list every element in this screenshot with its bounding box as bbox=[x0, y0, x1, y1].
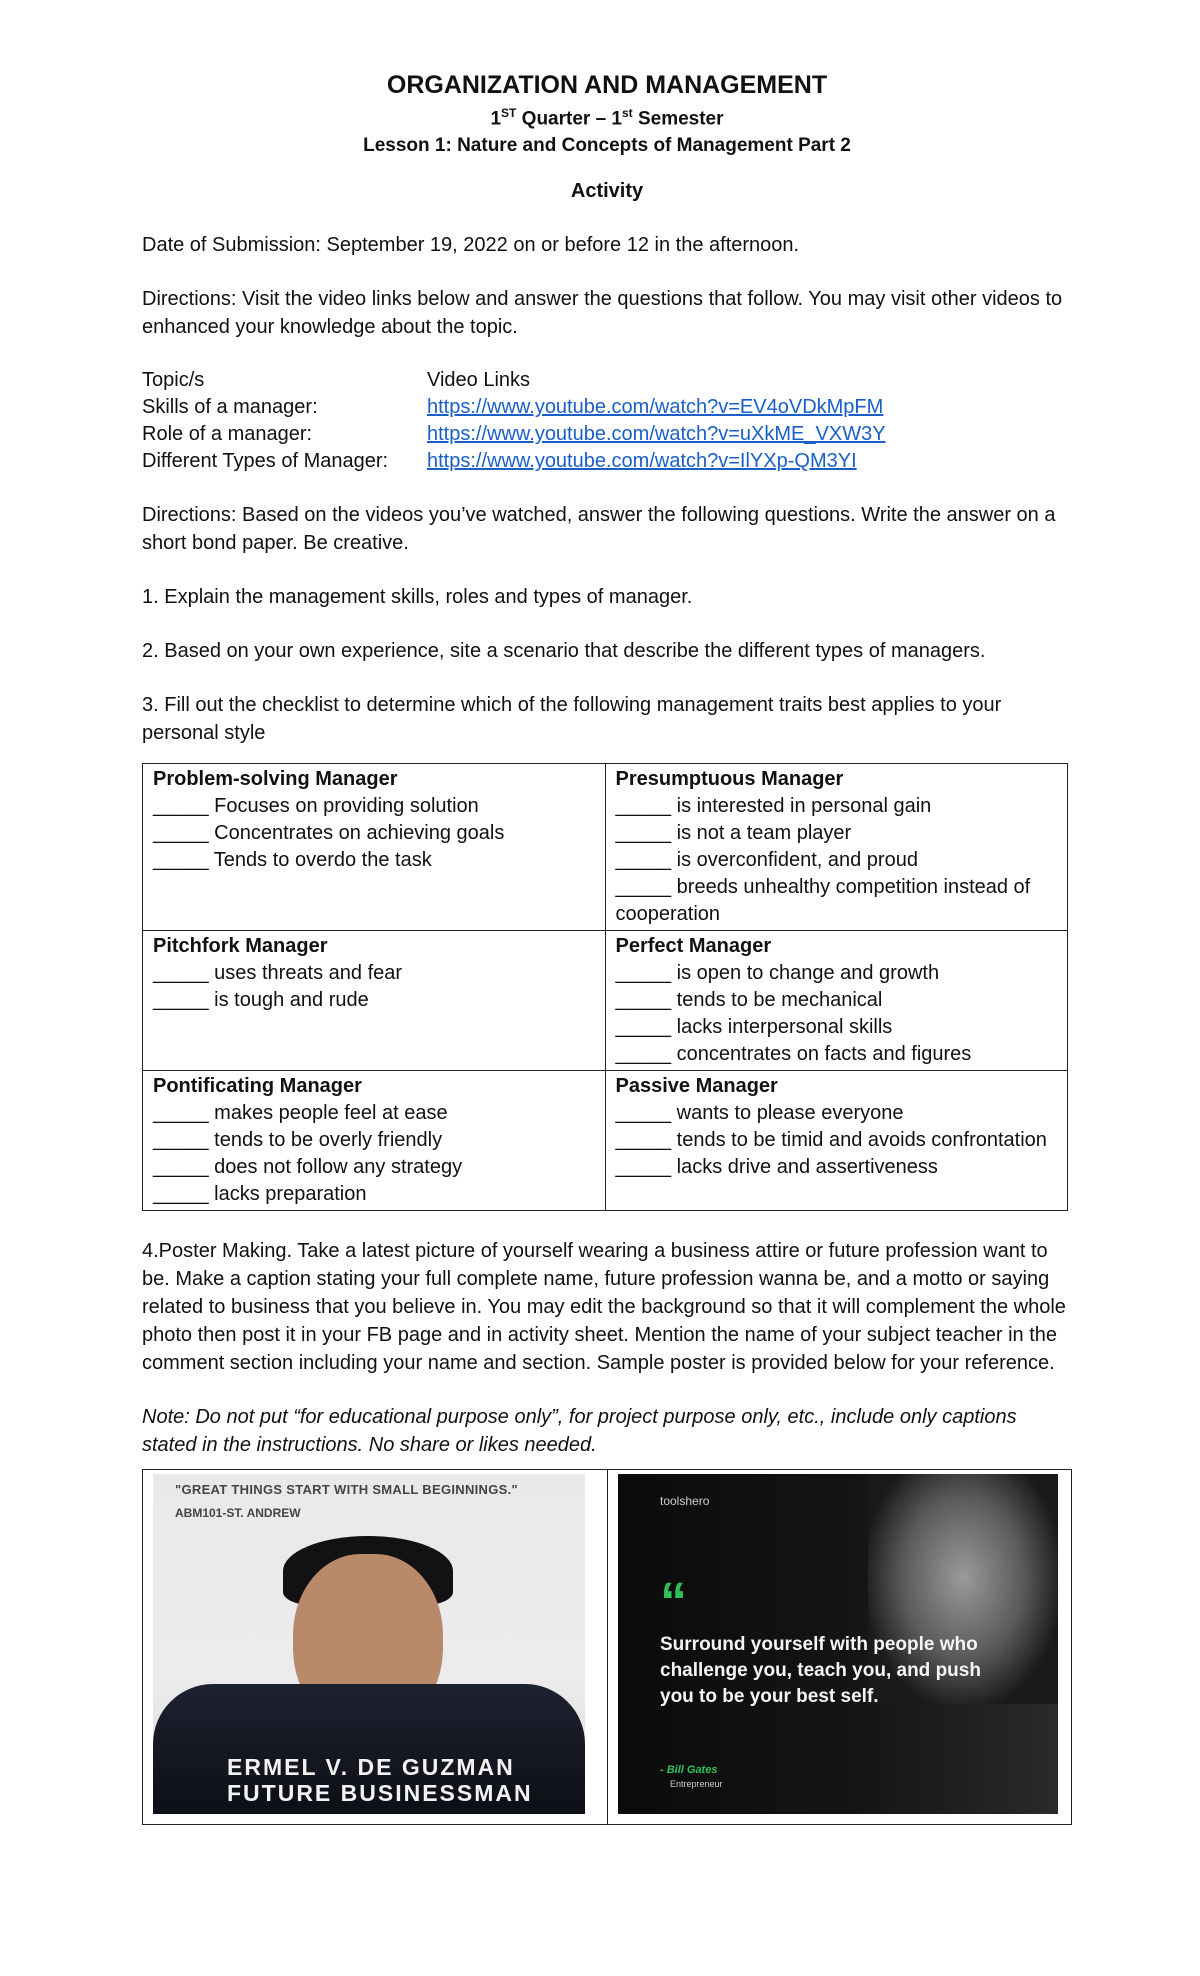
trait-item: _____ Focuses on providing solution bbox=[153, 795, 479, 818]
quote-poster-image bbox=[618, 1474, 1058, 1814]
trait-item: _____ uses threats and fear bbox=[153, 962, 403, 985]
note: Note: Do not put “for educational purpose only”, for project purpose only, etc., include only captions stated in the instructions. No share or likes needed. bbox=[142, 1406, 1017, 1457]
trait-item: _____ concentrates on facts and figures bbox=[615, 1043, 972, 1066]
trait-item: _____ tends to be mechanical bbox=[615, 989, 883, 1012]
trait-item: _____ lacks interpersonal skills bbox=[615, 1016, 893, 1039]
manager-type-title: Perfect Manager bbox=[615, 935, 772, 958]
quarter-semester: 1ST Quarter – 1st Semester bbox=[490, 106, 724, 130]
checklist-cell-pontificating bbox=[143, 1071, 606, 1211]
video-link-skills[interactable]: https://www.youtube.com/watch?v=EV4oVDkMpFM bbox=[427, 396, 884, 419]
video-links-list bbox=[142, 367, 1072, 475]
quote-mark-icon: “ bbox=[660, 1572, 687, 1633]
checklist-row bbox=[143, 931, 1068, 1071]
trait-item: _____ Concentrates on achieving goals bbox=[153, 822, 505, 845]
trait-item: _____ lacks preparation bbox=[153, 1183, 367, 1206]
poster-quote: Surround yourself with people who challenge you, teach you, and push you to be your best self. bbox=[660, 1634, 981, 1708]
video-link-types[interactable]: https://www.youtube.com/watch?v=IlYXp-QM3YI bbox=[427, 450, 857, 473]
link-topic: Skills of a manager: bbox=[142, 396, 318, 419]
sample-posters bbox=[142, 1469, 1072, 1825]
topic-header: Topic/s bbox=[142, 369, 205, 392]
video-link-role[interactable]: https://www.youtube.com/watch?v=uXkME_VXW3Y bbox=[427, 423, 886, 446]
checklist-row bbox=[143, 1071, 1068, 1211]
poster-cell-quote bbox=[607, 1470, 1071, 1824]
checklist-cell-presumptuous bbox=[605, 764, 1068, 931]
poster-brand: toolshero bbox=[660, 1494, 710, 1509]
manager-type-title: Passive Manager bbox=[615, 1075, 778, 1098]
link-row-types bbox=[142, 448, 1072, 475]
link-row-skills bbox=[142, 394, 1072, 421]
checklist-cell-pitchfork bbox=[143, 931, 606, 1071]
directions-videos: Directions: Visit the video links below and answer the questions that follow. You may visit other videos to enhanced your knowledge about the topic. bbox=[142, 288, 1063, 339]
manager-type-title: Pitchfork Manager bbox=[153, 935, 328, 958]
question-3: 3. Fill out the checklist to determine which of the following management traits best applies to your personal style bbox=[142, 694, 1002, 745]
poster-section: ABM101-ST. ANDREW bbox=[175, 1506, 301, 1521]
student-poster-image bbox=[153, 1474, 585, 1814]
submission-date: Date of Submission: September 19, 2022 on or before 12 in the afternoon. bbox=[142, 234, 800, 257]
trait-item: _____ tends to be timid and avoids confrontation bbox=[615, 1129, 1047, 1152]
trait-item: _____ Tends to overdo the task bbox=[153, 849, 432, 872]
question-1: 1. Explain the management skills, roles and types of manager. bbox=[142, 586, 693, 609]
poster-caption bbox=[227, 1754, 533, 1806]
manager-type-title: Pontificating Manager bbox=[153, 1075, 362, 1098]
checklist-row bbox=[143, 764, 1068, 931]
link-topic: Role of a manager: bbox=[142, 423, 313, 446]
trait-item: _____ is interested in personal gain bbox=[615, 795, 932, 818]
poster-author-role: Entrepreneur bbox=[670, 1779, 723, 1790]
video-links-header: Video Links bbox=[427, 369, 531, 392]
poster-author: - Bill Gates bbox=[660, 1764, 718, 1777]
lesson-title: Lesson 1: Nature and Concepts of Management Part 2 bbox=[363, 135, 851, 157]
trait-item: _____ lacks drive and assertiveness bbox=[615, 1156, 938, 1179]
trait-item: _____ breeds unhealthy competition instead of cooperation bbox=[615, 876, 1031, 926]
trait-item: _____ wants to please everyone bbox=[615, 1102, 904, 1125]
trait-item: _____ tends to be overly friendly bbox=[153, 1129, 443, 1152]
poster-cell-student bbox=[143, 1470, 607, 1824]
poster-name: ERMEL V. DE GUZMAN bbox=[227, 1754, 515, 1781]
directions-questions: Directions: Based on the videos you’ve watched, answer the following questions. Write the answer on a short bond paper. Be creative. bbox=[142, 504, 1056, 555]
trait-item: _____ does not follow any strategy bbox=[153, 1156, 463, 1179]
manager-type-title: Problem-solving Manager bbox=[153, 768, 398, 791]
activity-heading: Activity bbox=[570, 180, 644, 203]
document-title: ORGANIZATION AND MANAGEMENT bbox=[386, 71, 828, 99]
document-page bbox=[142, 70, 1072, 1825]
trait-item: _____ makes people feel at ease bbox=[153, 1102, 448, 1125]
poster-profession: FUTURE BUSINESSMAN bbox=[227, 1780, 533, 1807]
links-header-row bbox=[142, 367, 1072, 394]
trait-item: _____ is overconfident, and proud bbox=[615, 849, 918, 872]
manager-traits-checklist bbox=[142, 763, 1068, 1211]
trait-item: _____ is not a team player bbox=[615, 822, 852, 845]
link-topic: Different Types of Manager: bbox=[142, 450, 389, 473]
link-row-role bbox=[142, 421, 1072, 448]
manager-type-title: Presumptuous Manager bbox=[615, 768, 844, 791]
question-2: 2. Based on your own experience, site a scenario that describe the different types of managers. bbox=[142, 640, 986, 663]
poster-motto: "GREAT THINGS START WITH SMALL BEGINNINGS." bbox=[175, 1482, 518, 1498]
trait-item: _____ is open to change and growth bbox=[615, 962, 940, 985]
trait-item: _____ is tough and rude bbox=[153, 989, 369, 1012]
checklist-cell-problem-solving bbox=[143, 764, 606, 931]
question-4: 4.Poster Making. Take a latest picture of yourself wearing a business attire or future profession want to be. Make a caption stating your full complete name, future profession wanna be, and a motto or saying related to business that you believe in. You may edit the background so that it will complement the whole photo then post it in your FB page and in activity sheet. Mention the name of your subject teacher in the comment section including your name and section. Sample poster is provided below for your reference. bbox=[142, 1240, 1066, 1375]
checklist-cell-passive bbox=[605, 1071, 1068, 1211]
checklist-cell-perfect bbox=[605, 931, 1068, 1071]
